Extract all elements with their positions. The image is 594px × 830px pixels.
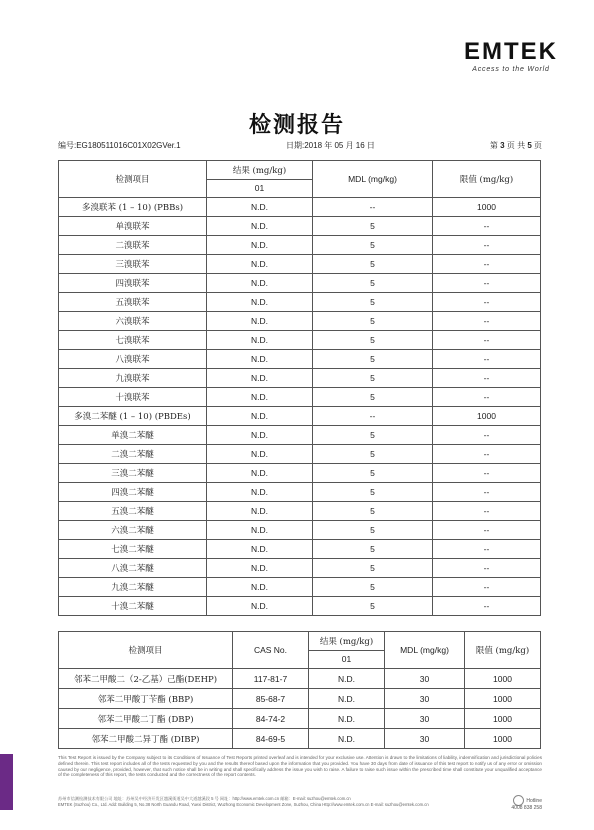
- page-suffix: 页: [534, 141, 542, 150]
- cell-mdl: 5: [313, 293, 433, 312]
- page-current: 3: [500, 141, 505, 150]
- cell-mdl: 5: [313, 426, 433, 445]
- cell-limit: --: [433, 369, 541, 388]
- table-row: [59, 559, 541, 578]
- cell-item: 六溴二苯醚: [59, 521, 207, 540]
- cell-item: 八溴联苯: [59, 350, 207, 369]
- table-row: [59, 483, 541, 502]
- table-row: [59, 312, 541, 331]
- cell-limit: 1000: [465, 709, 541, 729]
- cell-result: N.D.: [207, 559, 313, 578]
- cell-mdl: 5: [313, 483, 433, 502]
- header-limit: 限值 (mg/kg): [433, 161, 541, 198]
- cell-item: 邻苯二甲酸二丁酯 (DBP): [59, 709, 233, 729]
- table-row: [59, 274, 541, 293]
- page-total: 5: [527, 141, 532, 150]
- table-row: [59, 236, 541, 255]
- report-date: 日期:2018 年 05 月 16 日: [286, 141, 375, 150]
- cell-result: N.D.: [207, 578, 313, 597]
- cell-item: 二溴联苯: [59, 236, 207, 255]
- cell-cas: 84-74-2: [233, 709, 309, 729]
- cell-limit: --: [433, 274, 541, 293]
- table-row: [59, 445, 541, 464]
- cell-limit: --: [433, 483, 541, 502]
- cell-limit: --: [433, 502, 541, 521]
- cell-limit: --: [433, 578, 541, 597]
- cell-mdl: 5: [313, 540, 433, 559]
- cell-mdl: 5: [313, 388, 433, 407]
- cell-mdl: 5: [313, 331, 433, 350]
- table-row: [59, 293, 541, 312]
- cell-limit: --: [433, 388, 541, 407]
- table-row: [59, 729, 541, 749]
- cell-result: N.D.: [207, 255, 313, 274]
- header-limit: 限值 (mg/kg): [465, 632, 541, 669]
- cell-limit: --: [433, 331, 541, 350]
- cell-item: 多溴二苯醚 (1 – 10) (PBDEs): [59, 407, 207, 426]
- table-row: [59, 578, 541, 597]
- cell-limit: 1000: [433, 407, 541, 426]
- cell-item: 四溴联苯: [59, 274, 207, 293]
- cell-item: 三溴联苯: [59, 255, 207, 274]
- header-item: 检测项目: [59, 632, 233, 669]
- cell-item: 十溴二苯醚: [59, 597, 207, 616]
- cell-limit: 1000: [465, 689, 541, 709]
- side-accent-bar: [0, 754, 13, 810]
- cell-limit: --: [433, 312, 541, 331]
- header-result: 结果 (mg/kg): [207, 161, 313, 180]
- cell-limit: --: [433, 521, 541, 540]
- header-cas: CAS No.: [233, 632, 309, 669]
- address-cn: 苏州市信测检测技术有限公司 地址：苏州吴中经济开发区越溪街道吴中大道越溪段 5 号 网址：http://www.emtek.com.cn 邮箱：E-mail: suzhou@emtek.com.cn: [58, 796, 351, 801]
- cell-result: N.D.: [207, 464, 313, 483]
- cell-cas: 117-81-7: [233, 669, 309, 689]
- header-sample-id: 01: [309, 650, 385, 669]
- cell-limit: 1000: [465, 669, 541, 689]
- cell-item: 六溴联苯: [59, 312, 207, 331]
- cell-item: 八溴二苯醚: [59, 559, 207, 578]
- emtek-logo: [456, 40, 566, 73]
- header-sample-id: 01: [207, 179, 313, 198]
- cell-item: 九溴二苯醚: [59, 578, 207, 597]
- table-row: [59, 388, 541, 407]
- cell-mdl: 5: [313, 217, 433, 236]
- cell-result: N.D.: [207, 540, 313, 559]
- cell-limit: --: [433, 350, 541, 369]
- cell-result: N.D.: [309, 669, 385, 689]
- cell-mdl: 5: [313, 312, 433, 331]
- cell-mdl: 5: [313, 578, 433, 597]
- cell-item: 单溴二苯醚: [59, 426, 207, 445]
- table-row: [59, 331, 541, 350]
- cell-result: N.D.: [309, 689, 385, 709]
- table-row: [59, 255, 541, 274]
- page-mid: 页 共: [506, 141, 526, 150]
- cell-result: N.D.: [207, 426, 313, 445]
- cell-result: N.D.: [207, 597, 313, 616]
- disclaimer: This Test Report is issued by the Company subject to its Conditions of Issuance of Test Reports printed overleaf and is intended for your exclusive use. Attention is drawn to the limitations of liability, indemnification and jurisdictional policies defined therein. This test report includes all of the tests requested by you and the results thereof based upon the information that you provided. You have 30 days from date of issuance of this test report to notify us of any error or omission caused by our negligence, provided, however, that such notice shall be in writing and shall specifically address the issue you wish to raise. A failure to raise such issue within the prescribed time shall constitute your unqualified acceptance of the completeness of this report, the tests conducted and the correctness of the report contents.: [58, 755, 542, 778]
- table-row: [59, 521, 541, 540]
- cell-limit: 1000: [465, 729, 541, 749]
- cell-mdl: 5: [313, 559, 433, 578]
- cell-mdl: 5: [313, 350, 433, 369]
- page-prefix: 第: [489, 141, 498, 150]
- cell-result: N.D.: [309, 709, 385, 729]
- cell-result: N.D.: [207, 217, 313, 236]
- report-meta: [58, 140, 542, 152]
- table-row: [59, 464, 541, 483]
- table-row: [59, 217, 541, 236]
- cell-result: N.D.: [207, 274, 313, 293]
- cell-mdl: 5: [313, 255, 433, 274]
- cell-item: 四溴二苯醚: [59, 483, 207, 502]
- cell-item: 七溴联苯: [59, 331, 207, 350]
- table-row: [59, 689, 541, 709]
- cell-result: N.D.: [207, 236, 313, 255]
- cell-result: N.D.: [207, 312, 313, 331]
- cell-limit: --: [433, 540, 541, 559]
- page-title: 检测报告: [248, 112, 345, 138]
- cell-item: 多溴联苯 (1 – 10) (PBBs): [59, 198, 207, 217]
- cell-limit: --: [433, 217, 541, 236]
- address-en: EMTEK (Suzhou) Co., Ltd. Add: Building 5, No.38 North Guandu Road, Yuexi District, Wuzhong Economic Development Zone, Suzhou, China Http://www.emtek.com.cn E-mail: suzhou@emtek.com.cn: [58, 801, 429, 807]
- cell-item: 二溴二苯醚: [59, 445, 207, 464]
- cell-mdl: 5: [313, 236, 433, 255]
- table-row: [59, 502, 541, 521]
- cell-item: 七溴二苯醚: [59, 540, 207, 559]
- table-row: [59, 426, 541, 445]
- cell-limit: --: [433, 426, 541, 445]
- cell-mdl: 30: [385, 709, 465, 729]
- cell-result: N.D.: [207, 388, 313, 407]
- cell-result: N.D.: [207, 521, 313, 540]
- cell-result: N.D.: [207, 198, 313, 217]
- cell-item: 三溴二苯醚: [59, 464, 207, 483]
- table-row: [59, 198, 541, 217]
- table-row: [59, 669, 541, 689]
- cell-item: 九溴联苯: [59, 369, 207, 388]
- page-indicator: [490, 140, 542, 151]
- cell-item: 五溴二苯醚: [59, 502, 207, 521]
- cell-mdl: 30: [385, 689, 465, 709]
- cell-result: N.D.: [207, 445, 313, 464]
- cell-mdl: 5: [313, 521, 433, 540]
- cell-result: N.D.: [309, 729, 385, 749]
- cell-mdl: 5: [313, 502, 433, 521]
- cell-limit: 1000: [433, 198, 541, 217]
- header-item: 检测项目: [59, 161, 207, 198]
- cell-result: N.D.: [207, 293, 313, 312]
- results-table-pbb-pbde: [58, 160, 541, 616]
- table-row: [59, 350, 541, 369]
- table-row: [59, 540, 541, 559]
- cell-limit: --: [433, 293, 541, 312]
- hotline-number: 4008 838 258: [511, 805, 542, 811]
- cell-result: N.D.: [207, 369, 313, 388]
- cell-mdl: --: [313, 407, 433, 426]
- cell-mdl: 5: [313, 597, 433, 616]
- cell-mdl: 5: [313, 274, 433, 293]
- hotline-label: Hotline: [526, 797, 542, 804]
- cell-limit: --: [433, 559, 541, 578]
- cell-result: N.D.: [207, 502, 313, 521]
- cell-limit: --: [433, 597, 541, 616]
- cell-item: 单溴联苯: [59, 217, 207, 236]
- cell-item: 邻苯二甲酸二（2-乙基）己酯(DEHP): [59, 669, 233, 689]
- logo-wordmark: EMTEK: [464, 38, 558, 65]
- table-row: [59, 597, 541, 616]
- cell-result: N.D.: [207, 407, 313, 426]
- cell-result: N.D.: [207, 483, 313, 502]
- table-row: [59, 369, 541, 388]
- cell-item: 十溴联苯: [59, 388, 207, 407]
- table-row: [59, 709, 541, 729]
- cell-result: N.D.: [207, 331, 313, 350]
- cell-item: 邻苯二甲酸丁苄酯 (BBP): [59, 689, 233, 709]
- logo-tagline: Access to the World: [472, 66, 550, 73]
- company-footer: [58, 796, 542, 811]
- cell-mdl: 5: [313, 369, 433, 388]
- cell-limit: --: [433, 464, 541, 483]
- hotline: [511, 795, 542, 812]
- report-number: 编号:EG180511016C01X02GVer.1: [58, 141, 181, 150]
- cell-limit: --: [433, 445, 541, 464]
- cell-cas: 84-69-5: [233, 729, 309, 749]
- results-table-phthalates: [58, 631, 541, 749]
- cell-limit: --: [433, 255, 541, 274]
- cell-result: N.D.: [207, 350, 313, 369]
- header-mdl: MDL (mg/kg): [385, 632, 465, 669]
- cell-mdl: 5: [313, 464, 433, 483]
- header-mdl: MDL (mg/kg): [313, 161, 433, 198]
- cell-mdl: 5: [313, 445, 433, 464]
- table-row: [59, 407, 541, 426]
- cell-item: 邻苯二甲酸二异丁酯 (DIBP): [59, 729, 233, 749]
- cell-mdl: 30: [385, 669, 465, 689]
- cell-mdl: --: [313, 198, 433, 217]
- cell-cas: 85-68-7: [233, 689, 309, 709]
- cell-mdl: 30: [385, 729, 465, 749]
- cell-limit: --: [433, 236, 541, 255]
- header-result: 结果 (mg/kg): [309, 632, 385, 651]
- cell-item: 五溴联苯: [59, 293, 207, 312]
